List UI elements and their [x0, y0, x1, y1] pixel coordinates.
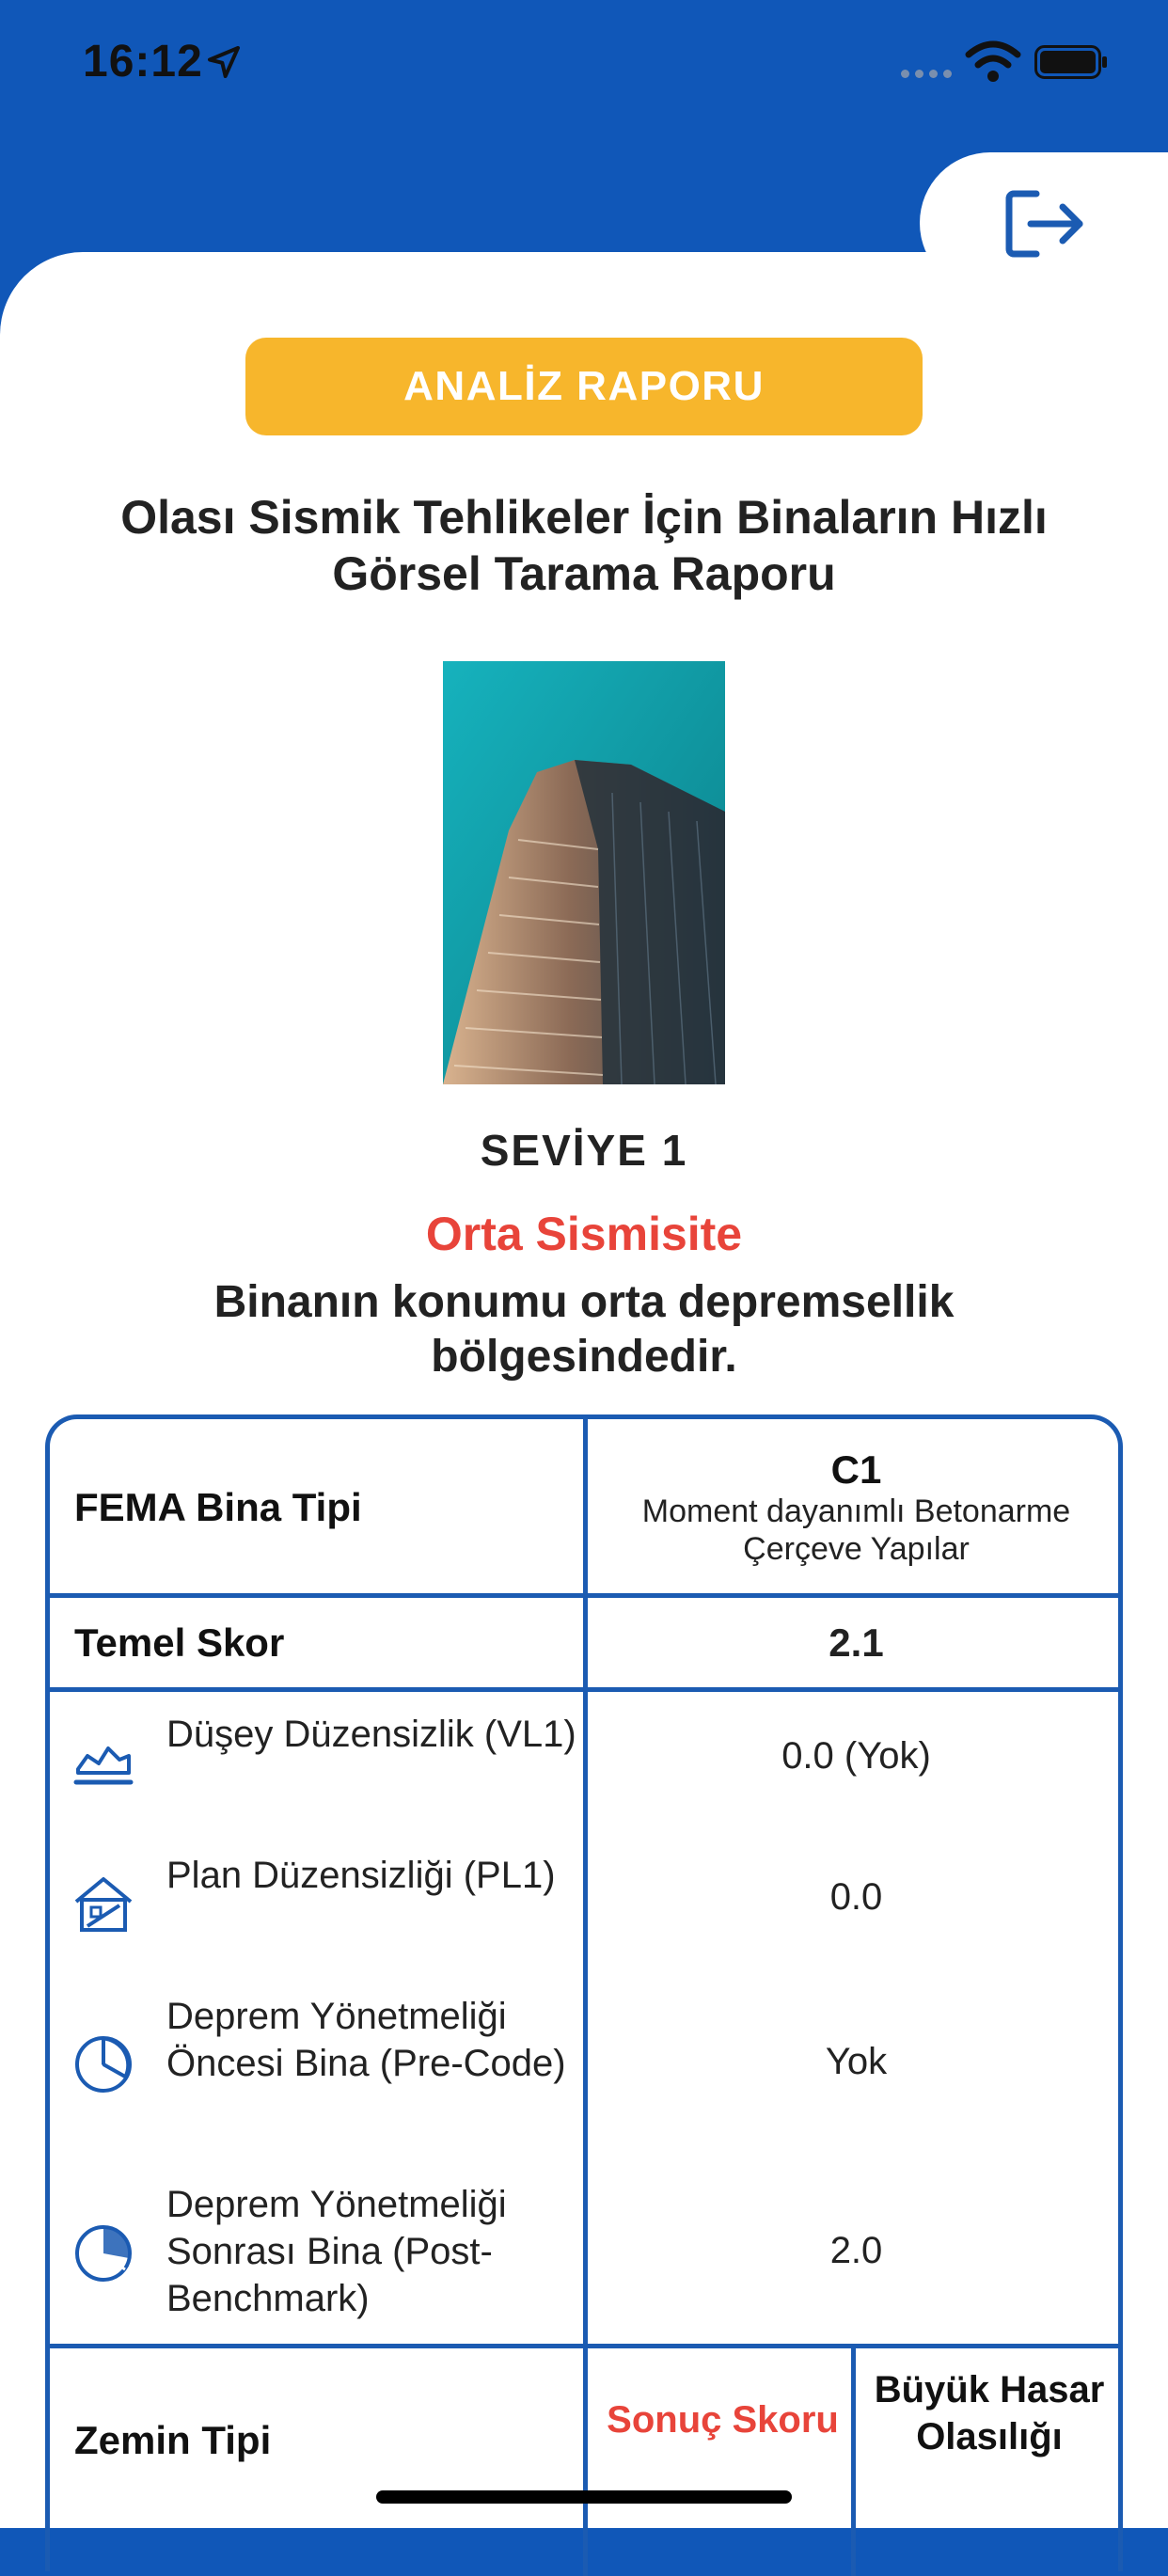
- location-arrow-icon: [205, 43, 243, 81]
- building-photo: [443, 661, 725, 1084]
- pre-code-icon: [71, 2031, 136, 2097]
- base-score-label: Temel Skor: [74, 1620, 285, 1665]
- modifier-value: 0.0 (Yok): [781, 1735, 931, 1777]
- logout-icon: [1002, 186, 1087, 261]
- table-divider: [50, 1593, 1118, 1598]
- soil-type-label: Zemin Tipi: [74, 2418, 272, 2462]
- damage-probability-label: Büyük Hasar Olasılığı: [874, 2369, 1105, 2457]
- modifier-value: 2.0: [829, 2230, 883, 2271]
- seismicity-label: Orta Sismisite: [425, 1208, 743, 1260]
- result-score-label: Sonuç Skoru: [607, 2399, 839, 2441]
- modifier-value: 0.0: [829, 1876, 883, 1918]
- status-time: 16:12: [83, 37, 203, 87]
- status-bar: [0, 0, 1168, 132]
- location-description: Binanın konumu orta depremsellik bölgesindedir.: [213, 1277, 955, 1382]
- plan-irregularity-icon: [71, 1872, 136, 1937]
- post-benchmark-icon: [71, 2220, 136, 2286]
- score-table: [45, 1414, 1123, 2571]
- modifier-label: Deprem Yönetmeliği Sonrası Bina (Post-Benchmark): [166, 2184, 507, 2319]
- base-score-value: 2.1: [829, 1620, 884, 1665]
- modifier-label: Düşey Düzensizlik (VL1): [166, 1714, 576, 1755]
- wifi-icon: [965, 40, 1021, 83]
- home-indicator[interactable]: [376, 2490, 792, 2504]
- building-type-description: Moment dayanımlı Betonarme Çerçeve Yapılar: [641, 1493, 1071, 1567]
- battery-icon: [1034, 45, 1108, 79]
- modifier-value: Yok: [825, 2041, 888, 2082]
- signal-icon: [901, 70, 952, 78]
- page-title: Olası Sismik Tehlikeler İçin Binaların Hızlı Görsel Tarama Raporu: [120, 491, 1048, 600]
- analysis-report-badge: ANALİZ RAPORU: [245, 338, 923, 435]
- modifier-label: Plan Düzensizliği (PL1): [166, 1855, 556, 1896]
- building-type-code: C1: [830, 1447, 882, 1492]
- table-divider: [50, 1687, 1118, 1692]
- logout-button[interactable]: [920, 152, 1168, 293]
- vertical-irregularity-icon: [71, 1731, 136, 1797]
- modifier-label: Deprem Yönetmeliği Öncesi Bina (Pre-Code): [166, 1996, 566, 2084]
- building-type-cell: [590, 1447, 1123, 1568]
- building-type-label: FEMA Bina Tipi: [74, 1485, 362, 1529]
- level-label: SEVİYE 1: [480, 1126, 688, 1175]
- table-divider: [50, 2344, 1118, 2348]
